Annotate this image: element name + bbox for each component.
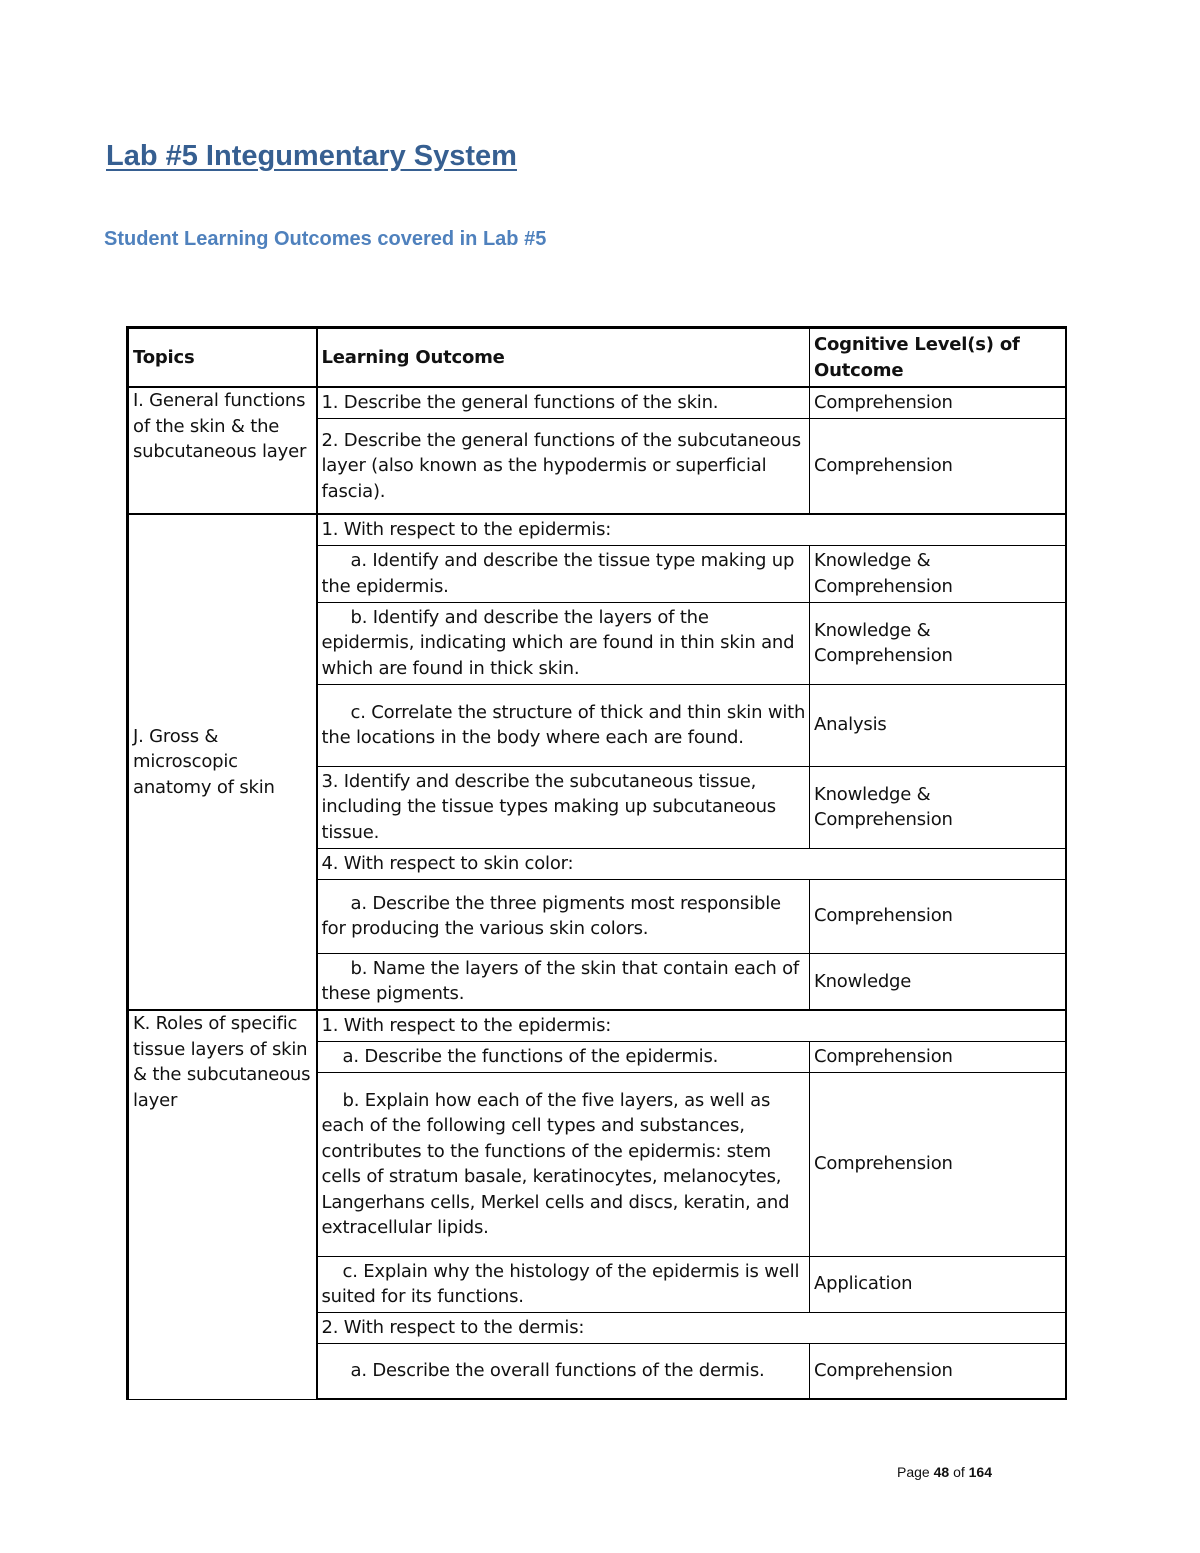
table-row — [128, 1010, 1066, 1041]
section-subtitle: Student Learning Outcomes covered in Lab #5 — [104, 228, 547, 250]
outcome-cell — [317, 1041, 810, 1072]
level-cell: Comprehension — [810, 879, 1066, 953]
table-row — [128, 387, 1066, 418]
topic-cell: J. Gross & microscopic anatomy of skin — [128, 514, 317, 1010]
document-title: Lab #5 Integumentary System — [106, 140, 517, 172]
level-cell: Comprehension — [810, 418, 1066, 514]
outcome-cell — [317, 1343, 810, 1399]
of-label: of — [953, 1464, 965, 1480]
level-cell: Comprehension — [810, 387, 1066, 418]
outcome-text: b. Identify and describe the layers of the epidermis, indicating which are found in thin skin and which are found in thick skin. — [321, 606, 795, 679]
level-cell: Knowledge & Comprehension — [810, 766, 1066, 848]
outcome-cell: 1. Describe the general functions of the skin. — [317, 387, 810, 418]
outcome-cell — [317, 1072, 810, 1256]
topic-cell: I. General functions of the skin & the subcutaneous layer — [128, 387, 317, 514]
level-cell: Knowledge — [810, 953, 1066, 1010]
outcome-cell — [317, 602, 810, 684]
outcome-text: c. Explain why the histology of the epidermis is well suited for its functions. — [321, 1260, 800, 1307]
outcome-cell — [317, 545, 810, 602]
page-footer — [897, 1464, 992, 1480]
page-label: Page — [897, 1464, 930, 1480]
page-number: 48 — [933, 1464, 950, 1480]
outcome-cell: 1. With respect to the epidermis: — [317, 1010, 1066, 1041]
table-header-row — [128, 328, 1066, 388]
learning-outcomes-table — [126, 326, 1067, 1400]
level-cell: Analysis — [810, 684, 1066, 766]
outcome-cell: 4. With respect to skin color: — [317, 848, 1066, 879]
outcome-text: c. Correlate the structure of thick and thin skin with the locations in the body where each are found. — [321, 701, 806, 748]
level-cell: Comprehension — [810, 1072, 1066, 1256]
outcome-text: a. Identify and describe the tissue type making up the epidermis. — [321, 550, 795, 597]
outcome-cell — [317, 1256, 810, 1312]
level-cell: Knowledge & Comprehension — [810, 602, 1066, 684]
outcome-text: a. Describe the functions of the epidermis. — [342, 1045, 719, 1067]
header-learning-outcome: Learning Outcome — [317, 328, 810, 388]
outcome-text: a. Describe the overall functions of the dermis. — [350, 1360, 765, 1381]
level-cell: Comprehension — [810, 1041, 1066, 1072]
outcome-text: b. Name the layers of the skin that contain each of these pigments. — [321, 957, 800, 1005]
outcome-cell — [317, 684, 810, 766]
total-pages: 164 — [968, 1464, 992, 1480]
outcome-text: a. Describe the three pigments most responsible for producing the various skin colors. — [321, 892, 781, 939]
outcome-cell: 3. Identify and describe the subcutaneous tissue, including the tissue types making up subcutaneous tissue. — [317, 766, 810, 848]
outcome-text: b. Explain how each of the five layers, as well as each of the following cell types and substances, contributes to the functions of the epidermis: stem cells of stratum basale, keratinocytes, melanocytes, Langerhans cells, Merkel cells and discs, keratin, and extracellular lipids. — [321, 1089, 790, 1238]
level-cell: Knowledge & Comprehension — [810, 545, 1066, 602]
outcome-cell: 2. With respect to the dermis: — [317, 1312, 1066, 1343]
header-cognitive-level: Cognitive Level(s) of Outcome — [810, 328, 1066, 388]
outcome-cell — [317, 879, 810, 953]
table-row — [128, 514, 1066, 545]
header-topics: Topics — [128, 328, 317, 388]
outcome-cell: 1. With respect to the epidermis: — [317, 514, 1066, 545]
outcome-cell: 2. Describe the general functions of the subcutaneous layer (also known as the hypodermis or superficial fascia). — [317, 418, 810, 514]
level-cell: Comprehension — [810, 1343, 1066, 1399]
outcome-cell — [317, 953, 810, 1010]
topic-cell: K. Roles of specific tissue layers of skin & the subcutaneous layer — [128, 1010, 317, 1399]
level-cell: Application — [810, 1256, 1066, 1312]
